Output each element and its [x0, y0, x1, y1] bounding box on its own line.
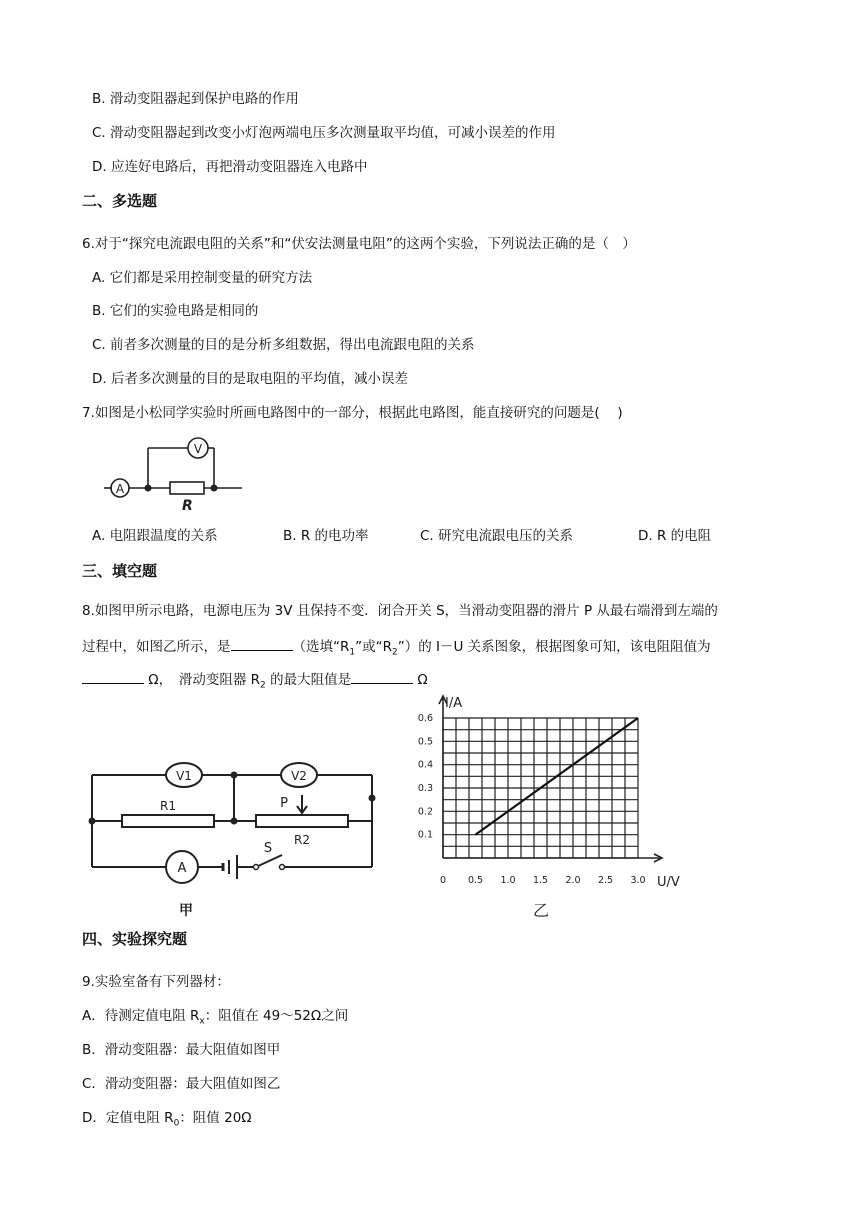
- q6-option-a: A. 它们都是采用控制变量的研究方法: [92, 270, 313, 286]
- q7-option-c: C. 研究电流跟电压的关系: [420, 528, 574, 544]
- chart-axes: [439, 696, 662, 862]
- q7-option-d: D. R 的电阻: [638, 528, 712, 544]
- q6-stem: 6.对于“探究电流跟电阻的关系”和“伏安法测量电阻”的这两个实验，下列说法正确的是（ ）: [82, 236, 636, 252]
- label-r2: R2: [294, 833, 310, 847]
- q5-option-b: B. 滑动变阻器起到保护电路的作用: [92, 91, 299, 107]
- switch-s-symbol: [256, 855, 282, 867]
- label-v1: V1: [176, 769, 192, 783]
- x-tick-label: 2.0: [565, 875, 581, 886]
- y-tick-label: 0.3: [417, 783, 433, 794]
- q9-item-a: A．待测定值电阻 $R_x$：阻值在 49～52Ω之间: [82, 1008, 349, 1027]
- resistor-symbol: [170, 482, 204, 494]
- rheostat-r2-symbol: [256, 815, 348, 827]
- label-p: P: [280, 796, 288, 811]
- ammeter-label: A: [115, 482, 125, 496]
- caption-jia: 甲: [179, 903, 193, 919]
- resistor-r1-symbol: [122, 815, 214, 827]
- label-v2: V2: [291, 769, 307, 783]
- y-tick-label: 0.2: [417, 806, 433, 818]
- q6-option-d: D. 后者多次测量的目的是取电阻的平均值，减小误差: [92, 371, 408, 387]
- q7-option-a: A. 电阻跟温度的关系: [92, 528, 218, 544]
- q8-blank-3: [351, 669, 413, 684]
- q9-item-c: C．滑动变阻器：最大阻值如图乙: [82, 1076, 281, 1092]
- x-tick-label: 1.5: [532, 875, 549, 886]
- x-tick-label: 2.5: [597, 875, 614, 886]
- label-r1: R1: [160, 799, 176, 813]
- x-tick-label: 0.5: [467, 875, 484, 886]
- q8-iu-chart: [395, 690, 705, 920]
- y-tick-label: 0.6: [417, 713, 433, 724]
- section-heading-experiment: 四、实验探究题: [82, 930, 188, 948]
- x-tick-label: 3.0: [630, 875, 646, 886]
- q7-stem: 7.如图是小松同学实验时所画电路图中的一部分，根据此电路图，能直接研究的问题是( ): [82, 405, 623, 421]
- q8-blank-2: [82, 669, 144, 684]
- q7-circuit-figure: [100, 432, 248, 512]
- x-tick-label: 0: [439, 875, 447, 886]
- y-axis-label: I/A: [445, 696, 463, 711]
- y-tick-label: 0.4: [417, 759, 433, 771]
- y-tick-label: 0.1: [417, 829, 433, 841]
- section-heading-fill-blank: 三、填空题: [82, 562, 158, 580]
- q8-line-2: 过程中，如图乙所示，是 （选填“$R_1$”或“$R_2$”）的 I－U 关系图象，根据图象可知，该电阻阻值为: [82, 636, 711, 663]
- q6-option-b: B. 它们的实验电路是相同的: [92, 303, 259, 319]
- q6-option-c: C. 前者多次测量的目的是分析多组数据，得出电流跟电阻的关系: [92, 337, 475, 353]
- caption-yi: 乙: [532, 901, 550, 920]
- q5-option-d: D. 应连好电路后，再把滑动变阻器连入电路中: [92, 159, 368, 175]
- q9-stem: 9.实验室备有下列器材：: [82, 974, 230, 990]
- resistor-label: R: [182, 498, 193, 512]
- q8-line-1: 8.如图甲所示电路，电源电压为 3V 且保持不变．闭合开关 S，当滑动变阻器的滑片 P 从最右端滑到左端的: [82, 603, 718, 619]
- y-tick-label: 0.5: [417, 736, 433, 748]
- q9-item-b: B．滑动变阻器：最大阻值如图甲: [82, 1042, 281, 1058]
- q5-option-c: C. 滑动变阻器起到改变小灯泡两端电压多次测量取平均值，可减小误差的作用: [92, 125, 556, 141]
- q8-circuit-jia: [84, 755, 384, 920]
- label-a: A: [177, 861, 187, 876]
- section-heading-multi-choice: 二、多选题: [82, 192, 158, 210]
- q9-item-d: D．定值电阻 $R_0$：阻值 20Ω: [82, 1110, 252, 1129]
- q8-blank-1: [231, 636, 293, 651]
- label-s: S: [263, 841, 273, 856]
- x-tick-label: 1.0: [500, 875, 516, 886]
- q7-option-b: B. R 的电功率: [283, 528, 369, 544]
- x-axis-label: U/V: [657, 875, 680, 890]
- voltmeter-label: V: [193, 442, 203, 456]
- q8-line-3: Ω， 滑动变阻器 $R_2$ 的最大阻值是 Ω: [82, 669, 428, 696]
